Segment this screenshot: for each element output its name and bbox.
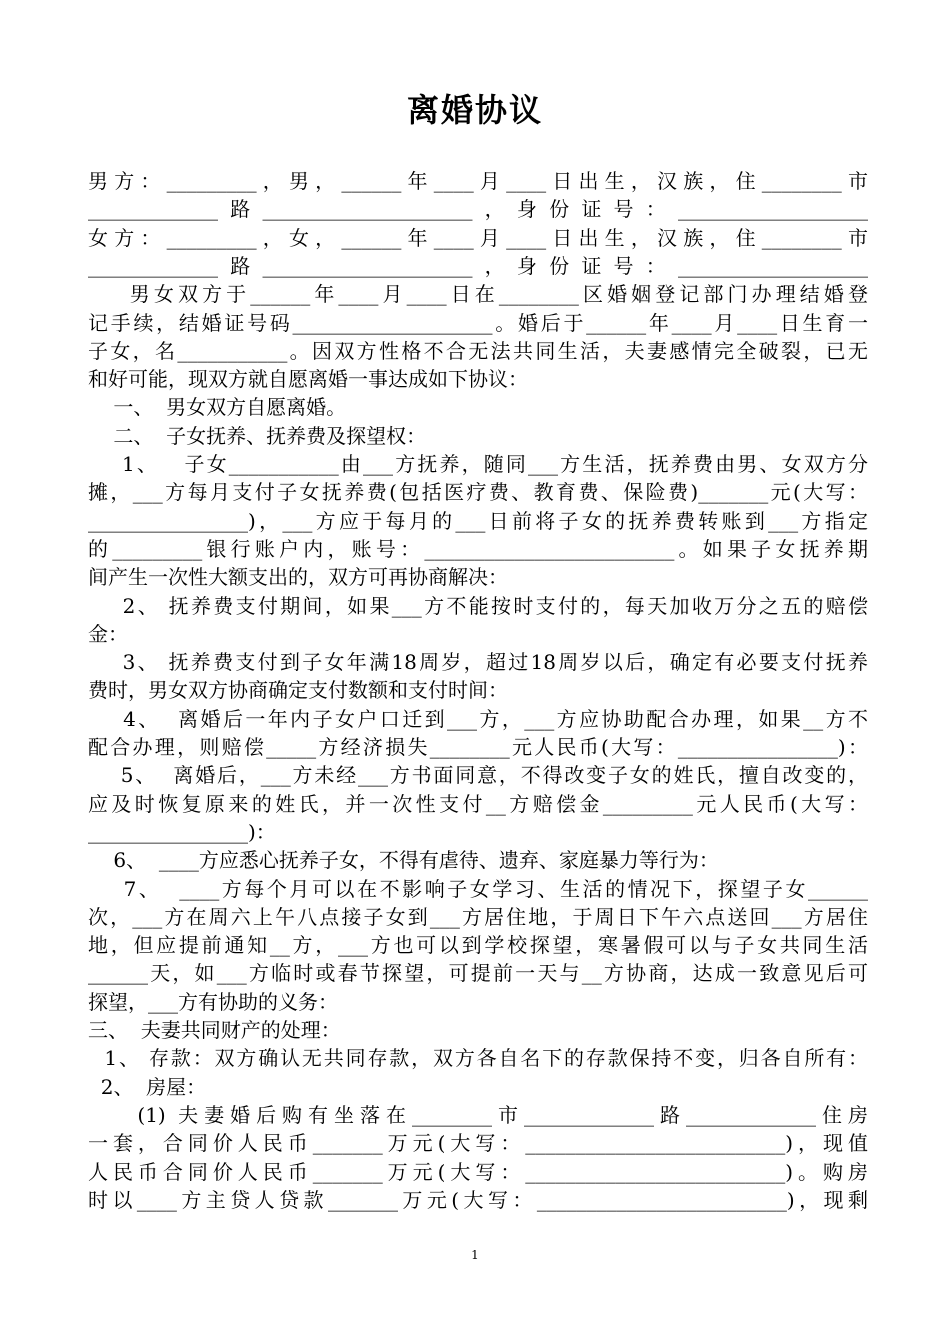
text-line: 记手续，结婚证号码____________________。婚后于______年____月____日生育一: [88, 310, 868, 335]
text-line: 间产生一次性大额支出的，双方可再协商解决：: [88, 565, 508, 590]
text-line: 2、 房屋：: [88, 1074, 207, 1099]
text-line: 3、 抚养费支付到子女年满18周岁，超过18周岁以后，确定有必要支付抚养: [88, 650, 868, 675]
text-line: 金：: [88, 621, 128, 646]
text-line: 6、 ____方应悉心抚养子女，不得有虐待、遗弃、家庭暴力等行为：: [88, 848, 719, 873]
text-line: 地，但应提前通知__方，___方也可以到学校探望，寒暑假可以与子女共同生活: [88, 933, 868, 958]
page-title: 离婚协议: [406, 91, 543, 129]
text-line: 时以____方主贷人贷款_______万元(大写：_________________________)，现剩: [88, 1187, 868, 1212]
text-line: ______天，如___方临时或春节探望，可提前一天与__方协商，达成一致意见后可: [88, 961, 868, 986]
text-line: 4、 离婚后一年内子女户口迁到___方，___方应协助配合办理，如果__方不: [88, 706, 868, 731]
text-line: 一套，合同价人民币_______万元(大写：__________________________)，现值: [88, 1131, 868, 1156]
text-line: 摊，___方每月支付子女抚养费(包括医疗费、教育费、保险费)_______元(大写：: [88, 480, 868, 505]
text-line: 男女双方于______年____月____日在________区婚姻登记部门办理结婚登: [88, 282, 868, 307]
text-line: 男方：_________，男，______年____月____日出生，汉族，住________市: [88, 169, 868, 193]
text-line: 1、 存款：双方确认无共同存款，双方各自名下的存款保持不变，归各自所有：: [88, 1046, 868, 1071]
text-line: 子女，名___________。因双方性格不合无法共同生活，夫妻感情完全破裂，已无: [88, 338, 868, 363]
text-line: 一、 男女双方自愿离婚。: [88, 395, 347, 420]
text-line: 费时，男女双方协商确定支付数额和支付时间：: [88, 678, 508, 703]
text-line: _____________路_____________________，身份证号：___________________: [88, 197, 868, 222]
text-line: 探望，___方有协助的义务：: [88, 989, 338, 1014]
text-line: 和好可能，现双方就自愿离婚一事达成如下协议：: [88, 367, 528, 392]
page-number: 1: [471, 1248, 479, 1262]
text-line: 5、 离婚后，___方未经___方书面同意，不得改变子女的姓氏，擅自改变的，: [88, 763, 868, 788]
text-line: 应及时恢复原来的姓氏，并一次性支付__方赔偿金_________元人民币(大写：: [88, 791, 868, 816]
text-line: 女方：_________，女，______年____月____日出生，汉族，住________市: [88, 225, 868, 250]
text-line: 三、 夫妻共同财产的处理：: [88, 1018, 341, 1042]
text-line: 1、 子女___________由___方抚养，随同___方生活，抚养费由男、女双方分: [88, 452, 868, 476]
text-line: 配合办理，则赔偿_____方经济损失________元人民币(大写：________________)：: [88, 735, 868, 759]
text-line: 2、 抚养费支付期间，如果___方不能按时支付的，每天加收万分之五的赔偿: [88, 593, 868, 618]
text-line: 二、 子女抚养、抚养费及探望权：: [88, 423, 427, 448]
text-line: 7、 ____方每个月可以在不影响子女学习、生活的情况下，探望子女______: [88, 876, 868, 901]
text-line: 的_________银行账户内，账号：_________________________。如果子女抚养期: [88, 536, 868, 561]
text-line: _____________路_____________________，身份证号：___________________: [88, 253, 868, 278]
text-line: ________________)，___方应于每月的___日前将子女的抚养费转账到___方指定: [88, 508, 868, 533]
text-line: 次，___方在周六上午八点接子女到___方居住地，于周日下午六点送回___方居住: [88, 904, 868, 929]
text-line: (1) 夫妻婚后购有坐落在________市_____________路_____________住房: [88, 1102, 868, 1127]
text-line: 人民币合同价人民币_______万元(大写：__________________________)。购房: [88, 1159, 868, 1184]
text-line: ________________)：: [88, 819, 276, 844]
